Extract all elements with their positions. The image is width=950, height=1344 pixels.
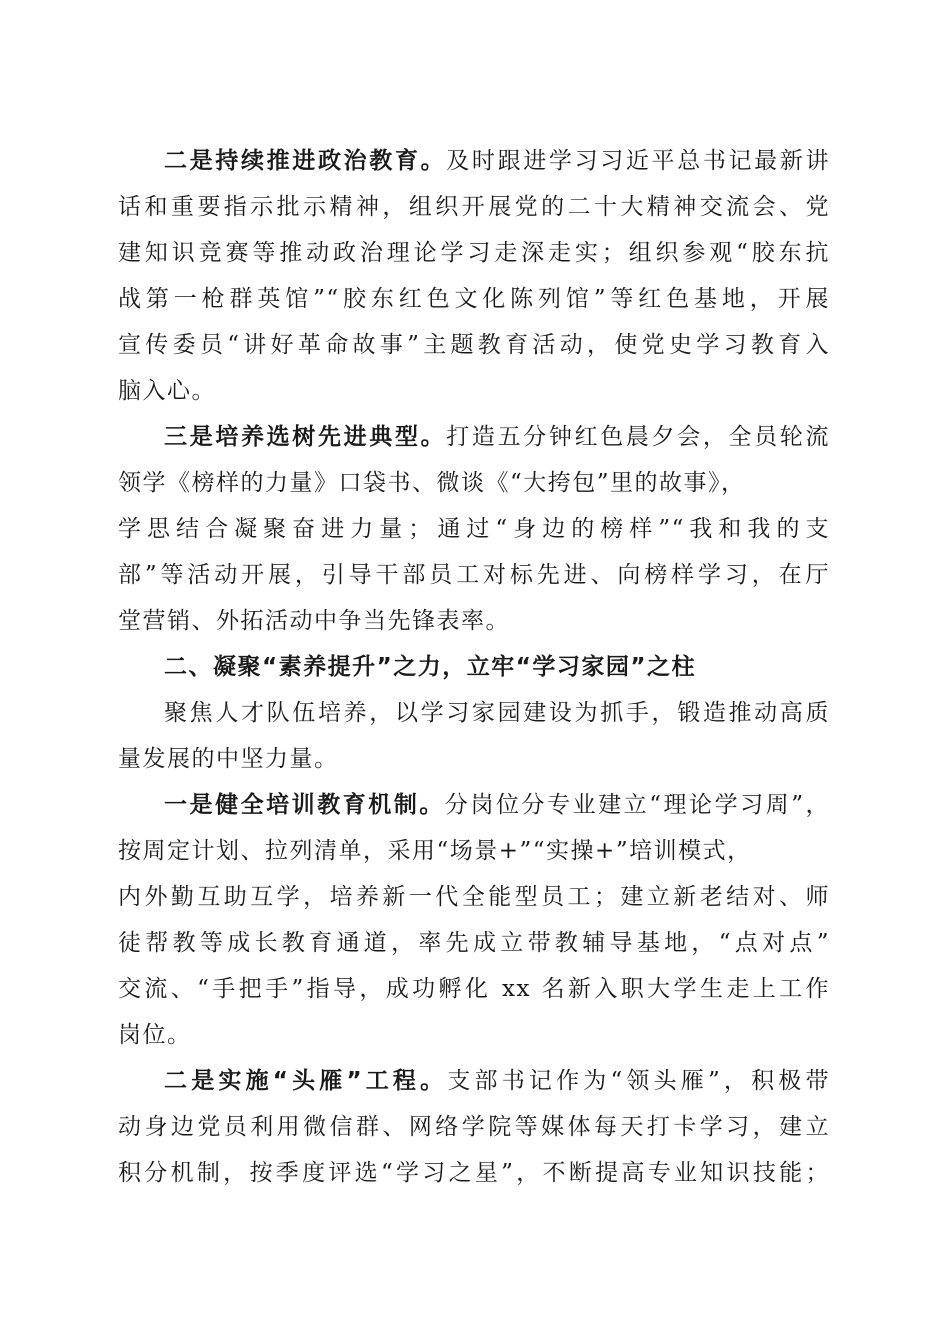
paragraph-line: 二是实施“头雁”工程。支部书记作为“领头雁”，积极带 xyxy=(164,1068,830,1094)
paragraph-line: 堂营销、外拓活动中争当先锋表率。 xyxy=(118,608,510,634)
paragraph-line: 按周定计划、拉列清单，采用“场景+”“实操+”培训模式， xyxy=(118,838,752,864)
paragraph-line: 内外勤互助互学，培养新一代全能型员工；建立新老结对、师 xyxy=(118,884,830,910)
paragraph-line: 积分机制，按季度评选“学习之星”，不断提高专业知识技能； xyxy=(118,1160,830,1186)
paragraph-line: 聚焦人才队伍培养，以学习家园建设为抓手，锻造推动高质 xyxy=(164,700,830,726)
paragraph-line: 二是持续推进政治教育。及时跟进学习习近平总书记最新讲 xyxy=(164,148,830,174)
paragraph-line: 动身边党员利用微信群、网络学院等媒体每天打卡学习，建立 xyxy=(118,1114,830,1140)
paragraph-line: 宣传委员“讲好革命故事”主题教育活动，使党史学习教育入 xyxy=(118,332,830,358)
paragraph-line: 话和重要指示批示精神，组织开展党的二十大精神交流会、党 xyxy=(118,194,830,220)
paragraph-lead: 二是实施“头雁”工程。 xyxy=(164,1068,448,1094)
paragraph-lead-goose-project xyxy=(118,1058,830,1196)
paragraph-role-models xyxy=(118,414,830,644)
paragraph-line: 岗位。 xyxy=(118,1022,192,1048)
paragraph-line: 交流、“手把手”指导，成功孵化 xx 名新入职大学生走上工作 xyxy=(118,976,830,1002)
paragraph-line: 领学《榜样的力量》口袋书、微谈《“大挎包”里的故事》， xyxy=(118,470,746,496)
paragraph-line: 一是健全培训教育机制。分岗位分专业建立“理论学习周”， xyxy=(164,792,830,818)
paragraph-training-mechanism xyxy=(118,782,830,1058)
paragraph-lead: 二是持续推进政治教育。 xyxy=(164,148,447,174)
paragraph-line: 建知识竞赛等推动政治理论学习走深走实；组织参观“胶东抗 xyxy=(118,240,830,266)
section-heading: 二、凝聚“素养提升”之力，立牢“学习家园”之柱 xyxy=(164,654,696,680)
paragraph-line: 学思结合凝聚奋进力量；通过“身边的榜样”“我和我的支 xyxy=(118,516,830,542)
paragraph-political-education xyxy=(118,138,830,414)
paragraph-line: 部”等活动开展，引导干部员工对标先进、向榜样学习，在厅 xyxy=(118,562,830,588)
paragraph-talent-cultivation xyxy=(118,690,830,782)
paragraph-line: 徒帮教等成长教育通道，率先成立带教辅导基地，“点对点” xyxy=(118,930,830,956)
paragraph-line: 三是培养选树先进典型。打造五分钟红色晨夕会，全员轮流 xyxy=(164,424,830,450)
paragraph-line: 脑入心。 xyxy=(118,378,216,404)
paragraph-lead: 三是培养选树先进典型。 xyxy=(164,424,447,450)
document-page xyxy=(118,138,830,1196)
paragraph-lead: 一是健全培训教育机制。 xyxy=(164,792,445,818)
paragraph-line: 战第一枪群英馆”“胶东红色文化陈列馆”等红色基地，开展 xyxy=(118,286,830,312)
paragraph-line: 量发展的中坚力量。 xyxy=(118,746,339,772)
